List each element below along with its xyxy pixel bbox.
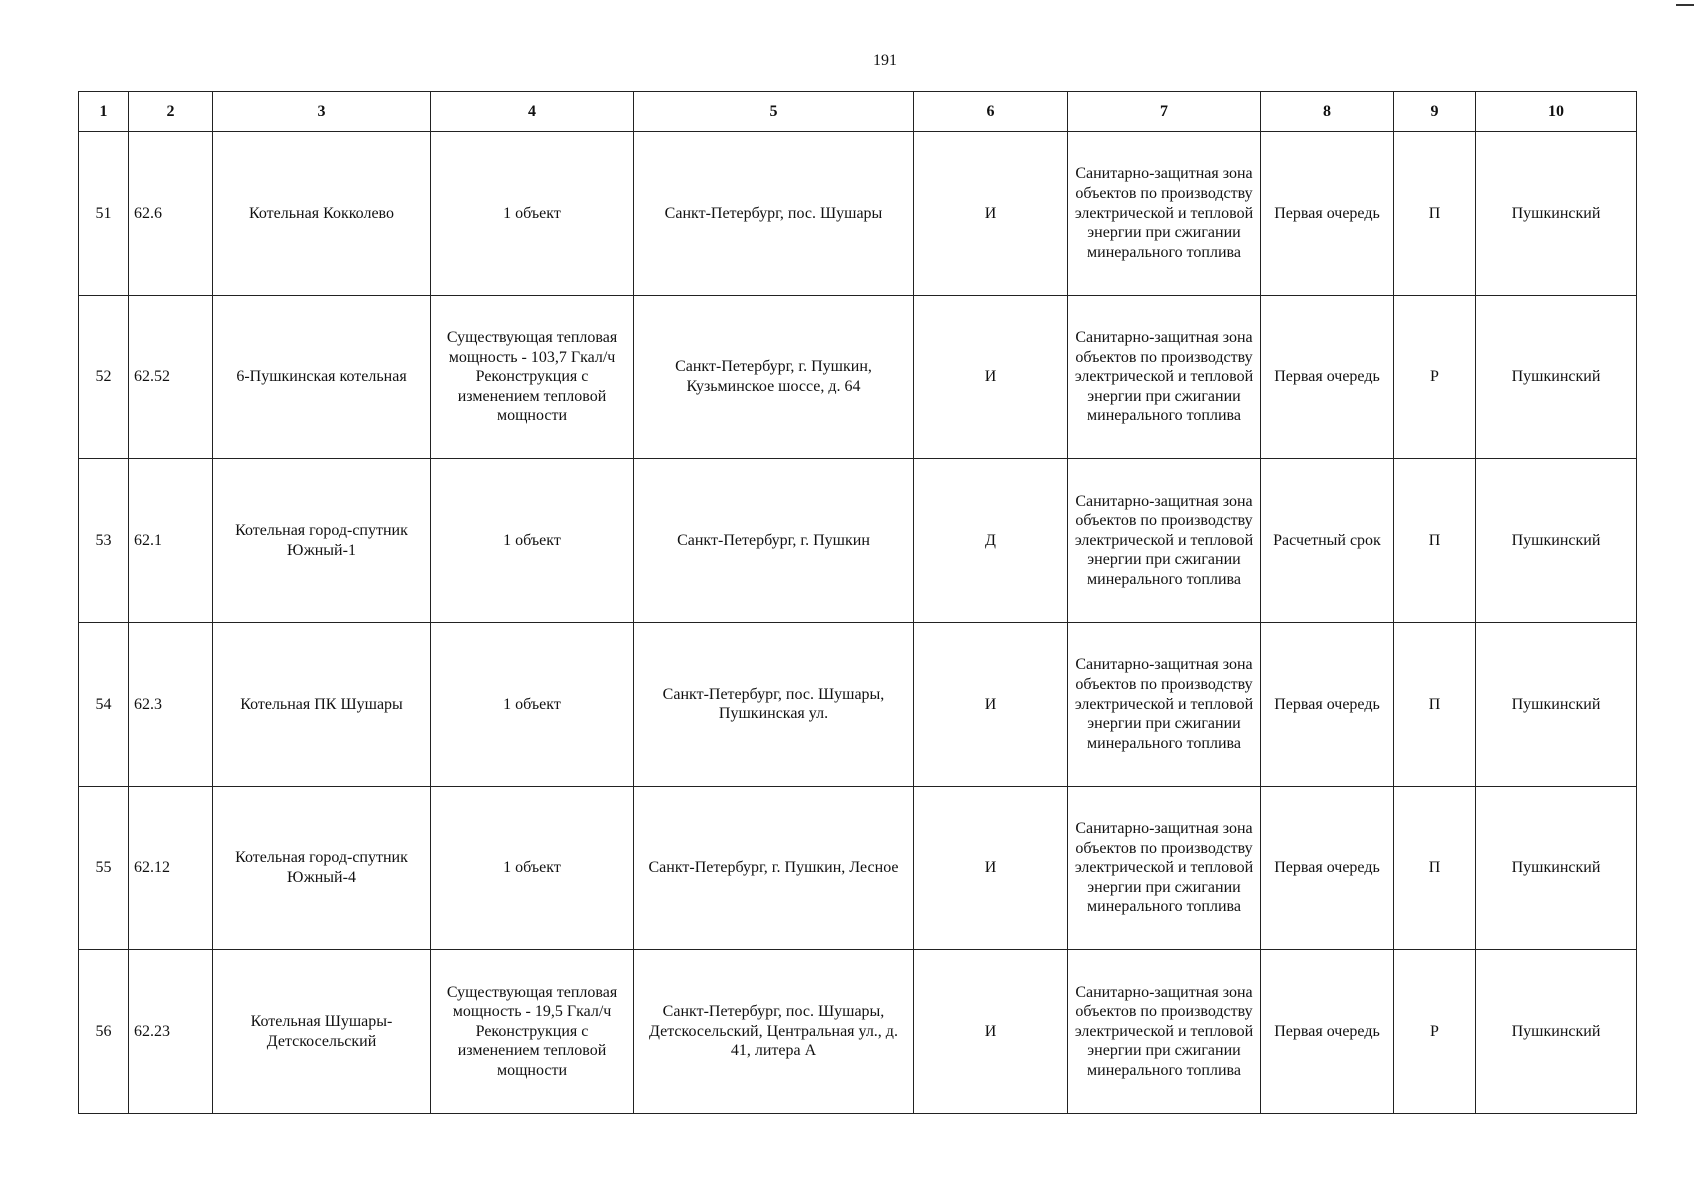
cell-object-name: Котельная ПК Шушары [213, 622, 431, 786]
cell-type: П [1394, 132, 1476, 296]
cell-status: И [914, 132, 1068, 296]
header-col-10: 10 [1476, 92, 1637, 132]
cell-address: Санкт-Петербург, г. Пушкин [634, 459, 914, 623]
header-col-4: 4 [431, 92, 634, 132]
cell-code: 62.23 [129, 950, 213, 1114]
cell-stage: Первая очередь [1261, 132, 1394, 296]
cell-stage: Первая очередь [1261, 786, 1394, 950]
cell-address: Санкт-Петербург, пос. Шушары, Пушкинская ул. [634, 622, 914, 786]
cell-number: 52 [79, 295, 129, 459]
cell-status: И [914, 786, 1068, 950]
table-row [79, 459, 1637, 623]
cell-address: Санкт-Петербург, пос. Шушары [634, 132, 914, 296]
page-number: 191 [873, 52, 897, 69]
cell-number: 51 [79, 132, 129, 296]
cell-object-name: Котельная Шушары-Детскосельский [213, 950, 431, 1114]
cell-district: Пушкинский [1476, 950, 1637, 1114]
scan-edge-mark [1676, 4, 1694, 6]
cell-object-name: Котельная Кокколево [213, 132, 431, 296]
cell-stage: Первая очередь [1261, 295, 1394, 459]
cell-code: 62.12 [129, 786, 213, 950]
cell-district: Пушкинский [1476, 459, 1637, 623]
header-col-9: 9 [1394, 92, 1476, 132]
header-col-5: 5 [634, 92, 914, 132]
cell-status: И [914, 295, 1068, 459]
objects-table [78, 91, 1637, 1114]
cell-zone: Санитарно-защитная зона объектов по производству электрической и тепловой энергии при сжигании минерального топлива [1068, 950, 1261, 1114]
header-col-3: 3 [213, 92, 431, 132]
cell-capacity: Существующая тепловая мощность - 103,7 Гкал/ч Реконструкция с изменением тепловой мощности [431, 295, 634, 459]
cell-object-name: Котельная город-спутник Южный-4 [213, 786, 431, 950]
cell-stage: Первая очередь [1261, 950, 1394, 1114]
cell-object-name: 6-Пушкинская котельная [213, 295, 431, 459]
cell-zone: Санитарно-защитная зона объектов по производству электрической и тепловой энергии при сжигании минерального топлива [1068, 295, 1261, 459]
header-col-8: 8 [1261, 92, 1394, 132]
cell-type: П [1394, 622, 1476, 786]
header-col-7: 7 [1068, 92, 1261, 132]
cell-capacity: 1 объект [431, 132, 634, 296]
cell-zone: Санитарно-защитная зона объектов по производству электрической и тепловой энергии при сжигании минерального топлива [1068, 459, 1261, 623]
header-col-1: 1 [79, 92, 129, 132]
cell-address: Санкт-Петербург, пос. Шушары, Детскосельский, Центральная ул., д. 41, литера А [634, 950, 914, 1114]
table-row [79, 132, 1637, 296]
table-row [79, 950, 1637, 1114]
cell-number: 56 [79, 950, 129, 1114]
cell-code: 62.3 [129, 622, 213, 786]
cell-district: Пушкинский [1476, 295, 1637, 459]
cell-number: 54 [79, 622, 129, 786]
table-header-row [79, 92, 1637, 132]
cell-number: 55 [79, 786, 129, 950]
cell-address: Санкт-Петербург, г. Пушкин, Кузьминское шоссе, д. 64 [634, 295, 914, 459]
table-row [79, 295, 1637, 459]
cell-capacity: 1 объект [431, 459, 634, 623]
cell-zone: Санитарно-защитная зона объектов по производству электрической и тепловой энергии при сжигании минерального топлива [1068, 622, 1261, 786]
header-col-6: 6 [914, 92, 1068, 132]
cell-code: 62.1 [129, 459, 213, 623]
header-col-2: 2 [129, 92, 213, 132]
cell-stage: Расчетный срок [1261, 459, 1394, 623]
cell-code: 62.52 [129, 295, 213, 459]
cell-capacity: 1 объект [431, 786, 634, 950]
cell-zone: Санитарно-защитная зона объектов по производству электрической и тепловой энергии при сжигании минерального топлива [1068, 786, 1261, 950]
cell-code: 62.6 [129, 132, 213, 296]
cell-status: И [914, 622, 1068, 786]
cell-district: Пушкинский [1476, 786, 1637, 950]
cell-status: Д [914, 459, 1068, 623]
cell-capacity: 1 объект [431, 622, 634, 786]
cell-object-name: Котельная город-спутник Южный-1 [213, 459, 431, 623]
cell-stage: Первая очередь [1261, 622, 1394, 786]
cell-type: Р [1394, 295, 1476, 459]
cell-district: Пушкинский [1476, 622, 1637, 786]
cell-number: 53 [79, 459, 129, 623]
cell-type: Р [1394, 950, 1476, 1114]
cell-type: П [1394, 786, 1476, 950]
table-row [79, 786, 1637, 950]
cell-zone: Санитарно-защитная зона объектов по производству электрической и тепловой энергии при сжигании минерального топлива [1068, 132, 1261, 296]
cell-status: И [914, 950, 1068, 1114]
cell-district: Пушкинский [1476, 132, 1637, 296]
cell-address: Санкт-Петербург, г. Пушкин, Лесное [634, 786, 914, 950]
cell-type: П [1394, 459, 1476, 623]
table-row [79, 622, 1637, 786]
cell-capacity: Существующая тепловая мощность - 19,5 Гкал/ч Реконструкция с изменением тепловой мощности [431, 950, 634, 1114]
